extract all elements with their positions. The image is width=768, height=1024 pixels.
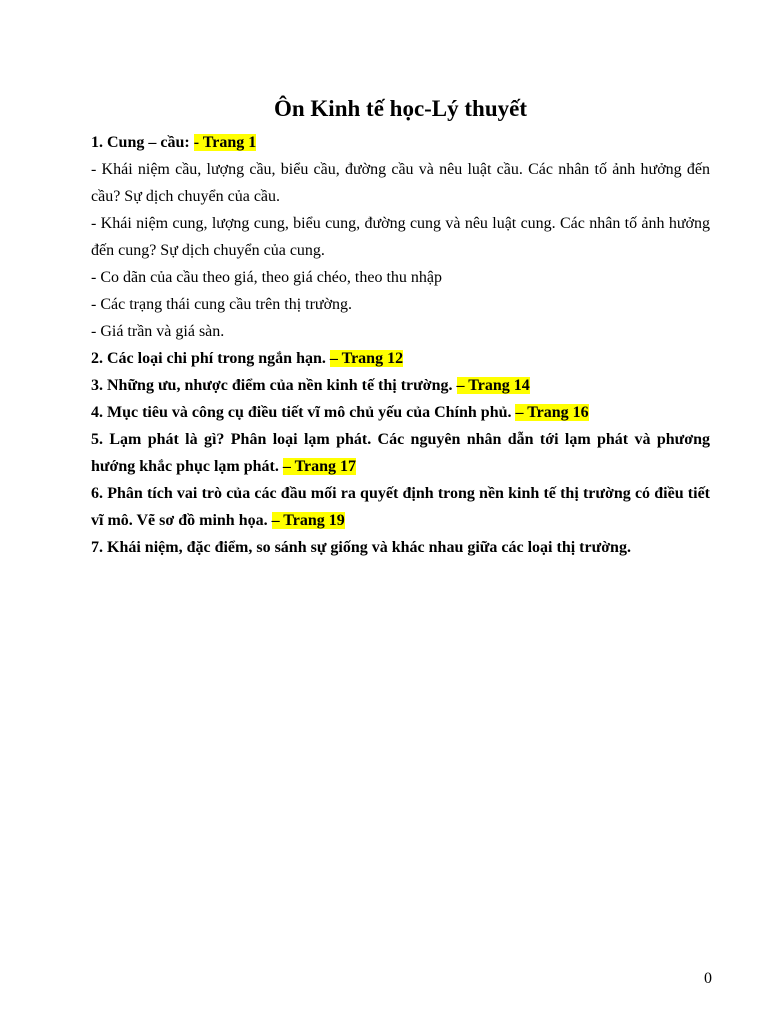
document-title: Ôn Kinh tế học-Lý thuyết — [273, 96, 528, 121]
item-1-subitem-3: - Co dãn của cầu theo giá, theo giá chéo, theo thu nhập — [91, 269, 442, 286]
item-3-text: 3. Những ưu, nhược điểm của nền kinh tế thị trường. — [91, 377, 457, 394]
item-5-heading — [91, 426, 710, 480]
item-7-text: 7. Khái niệm, đặc điểm, so sánh sự giống và khác nhau giữa các loại thị trường. — [91, 539, 631, 556]
item-1-subitem-1: - Khái niệm cầu, lượng cầu, biểu cầu, đường cầu và nêu luật cầu. Các nhân tố ảnh hưởng đến cầu? Sự dịch chuyển của cầu. — [91, 161, 710, 205]
item-1-subitem-5: - Giá trần và giá sàn. — [91, 323, 225, 340]
item-1-page-ref: - Trang 1 — [193, 134, 257, 151]
item-4-page-ref: – Trang 16 — [515, 404, 589, 421]
item-1-text: 1. Cung – cầu: — [91, 134, 194, 151]
item-4-heading — [91, 399, 710, 426]
page-number: 0 — [704, 970, 712, 987]
item-7-heading — [91, 534, 710, 561]
item-6-heading — [91, 480, 710, 534]
item-3-page-ref: – Trang 14 — [456, 377, 530, 394]
item-2-text: 2. Các loại chi phí trong ngắn hạn. — [91, 350, 330, 367]
item-1-heading — [91, 129, 710, 156]
document-page — [91, 93, 710, 561]
item-6-text: 6. Phân tích vai trò của các đầu mối ra quyết định trong nền kinh tế thị trường có điều tiết vĩ mô. Vẽ sơ đồ minh họa. — [91, 485, 710, 529]
item-5-text: 5. Lạm phát là gì? Phân loại lạm phát. Các nguyên nhân dẫn tới lạm phát và phương hướng khắc phục lạm phát. — [91, 431, 710, 475]
item-2-heading — [91, 345, 710, 372]
item-2-page-ref: – Trang 12 — [329, 350, 404, 367]
item-1-subitem-2: - Khái niệm cung, lượng cung, biểu cung, đường cung và nêu luật cung. Các nhân tố ảnh hưởng đến cung? Sự dịch chuyển của cung. — [91, 215, 710, 259]
item-3-heading — [91, 372, 710, 399]
item-1-subitem-4: - Các trạng thái cung cầu trên thị trường. — [91, 296, 353, 313]
item-6-page-ref: – Trang 19 — [271, 512, 345, 529]
item-5-page-ref: – Trang 17 — [282, 458, 357, 475]
item-4-text: 4. Mục tiêu và công cụ điều tiết vĩ mô chủ yếu của Chính phủ. — [91, 404, 516, 421]
